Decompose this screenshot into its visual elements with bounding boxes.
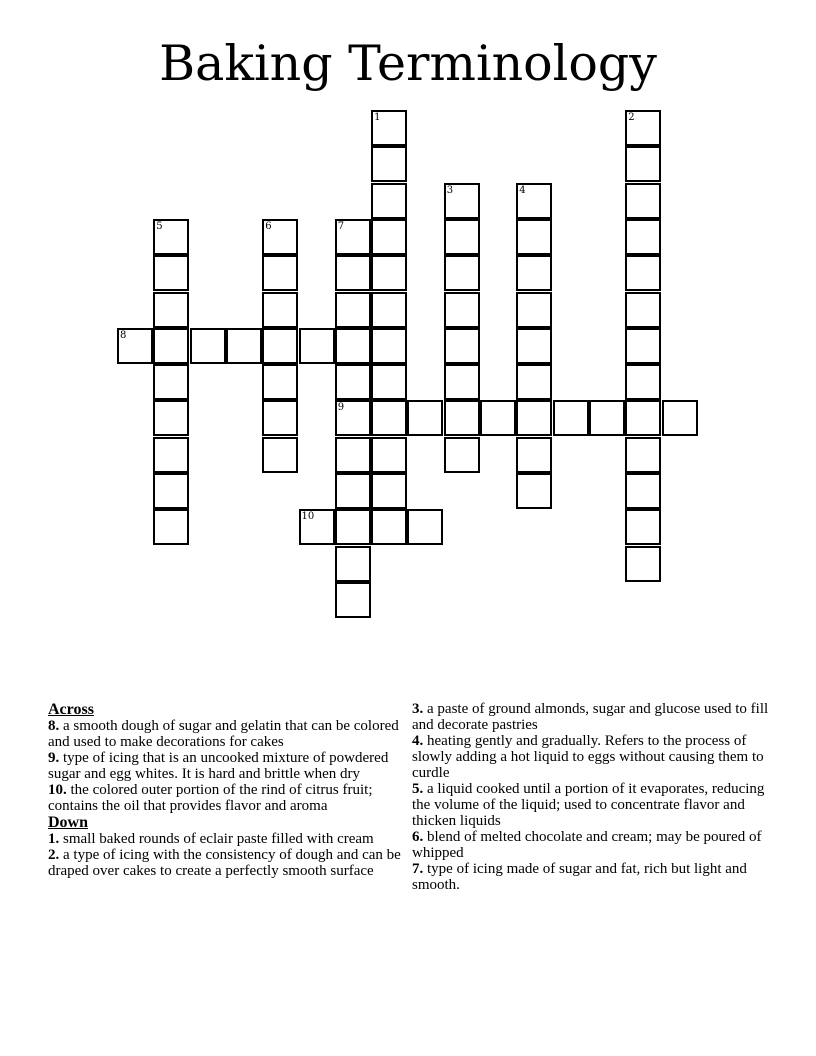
- grid-cell[interactable]: [625, 255, 661, 291]
- grid-cell[interactable]: [371, 364, 407, 400]
- grid-cell[interactable]: [371, 473, 407, 509]
- cell-number: 3: [446, 184, 454, 196]
- grid-cell[interactable]: [153, 292, 189, 328]
- clue: [412, 733, 776, 781]
- grid-cell[interactable]: [335, 255, 371, 291]
- clue-text: heating gently and gradually. Refers to the process of slowly adding a hot liquid to eggs without causing them to curdle: [412, 733, 764, 781]
- clue: [48, 750, 404, 782]
- grid-cell[interactable]: [262, 219, 298, 255]
- grid-cell[interactable]: [444, 328, 480, 364]
- cell-number: 9: [337, 402, 345, 414]
- grid-cell[interactable]: [516, 292, 552, 328]
- grid-cell[interactable]: [371, 219, 407, 255]
- cell-number: 4: [519, 184, 526, 196]
- grid-cell[interactable]: [553, 400, 589, 436]
- grid-cell[interactable]: [589, 400, 625, 436]
- grid-cell[interactable]: [371, 255, 407, 291]
- grid-cell[interactable]: [516, 219, 552, 255]
- grid-cell[interactable]: [625, 219, 661, 255]
- clue-number: 10.: [48, 782, 67, 798]
- grid-cell[interactable]: [262, 255, 298, 291]
- grid-cell[interactable]: [625, 292, 661, 328]
- clue-text: blend of melted chocolate and cream; may be poured of whipped: [412, 829, 762, 861]
- grid-cell[interactable]: [371, 437, 407, 473]
- grid-cell[interactable]: [516, 183, 552, 219]
- grid-cell[interactable]: [625, 473, 661, 509]
- clue-text: a smooth dough of sugar and gelatin that can be colored and used to make decorations for cakes: [48, 718, 399, 750]
- puzzle-title: Baking Terminology: [159, 35, 657, 92]
- cell-number: 1: [374, 112, 381, 123]
- clue: [412, 861, 776, 893]
- grid-cell[interactable]: [407, 509, 443, 545]
- grid-cell[interactable]: [153, 328, 189, 364]
- grid-cell[interactable]: [516, 328, 552, 364]
- clue: [48, 847, 404, 879]
- grid-cell[interactable]: [371, 146, 407, 182]
- grid-cell[interactable]: [335, 437, 371, 473]
- clue-text: a paste of ground almonds, sugar and glucose used to fill and decorate pastries: [412, 701, 769, 733]
- grid-cell[interactable]: [262, 364, 298, 400]
- clue-text: type of icing that is an uncooked mixture of powdered sugar and egg whites. It is hard and brittle when dry: [48, 750, 389, 782]
- grid-cell[interactable]: [335, 473, 371, 509]
- grid-cell[interactable]: [335, 509, 371, 545]
- grid-cell[interactable]: [516, 473, 552, 509]
- grid-cell[interactable]: [371, 292, 407, 328]
- clue: [48, 831, 404, 847]
- grid-cell[interactable]: [625, 400, 661, 436]
- grid-cell[interactable]: [153, 255, 189, 291]
- grid-cell[interactable]: [262, 400, 298, 436]
- clue-text: type of icing made of sugar and fat, rich but light and smooth.: [412, 861, 747, 893]
- clue-number: 7.: [412, 861, 424, 877]
- clue: [412, 701, 776, 733]
- clue-number: 2.: [48, 847, 60, 863]
- grid-cell[interactable]: [662, 400, 698, 436]
- clue-number: 9.: [48, 750, 60, 766]
- grid-cell[interactable]: [444, 364, 480, 400]
- clue: [48, 782, 404, 814]
- grid-cell[interactable]: [153, 400, 189, 436]
- grid-cell[interactable]: [444, 255, 480, 291]
- cell-number: 5: [156, 220, 163, 232]
- grid-cell[interactable]: [625, 364, 661, 400]
- grid-cell[interactable]: [299, 509, 335, 545]
- grid-cell[interactable]: [625, 183, 661, 219]
- grid-cell[interactable]: [117, 328, 153, 364]
- grid-cell[interactable]: [516, 255, 552, 291]
- grid-cell[interactable]: [444, 219, 480, 255]
- grid-cell[interactable]: [335, 364, 371, 400]
- clue: [48, 718, 404, 750]
- grid-cell[interactable]: [444, 400, 480, 436]
- clues-right-column: [412, 701, 776, 893]
- cell-number: 6: [265, 220, 272, 232]
- clue-text: the colored outer portion of the rind of citrus fruit; contains the oil that provides flavor and aroma: [48, 782, 373, 814]
- grid-cell[interactable]: [625, 110, 661, 146]
- grid-cell[interactable]: [262, 328, 298, 364]
- grid-cell[interactable]: [335, 292, 371, 328]
- grid-cell[interactable]: [262, 292, 298, 328]
- grid-cell[interactable]: [153, 509, 189, 545]
- grid-cell[interactable]: [625, 328, 661, 364]
- grid-cell[interactable]: [371, 509, 407, 545]
- grid-cell[interactable]: [625, 437, 661, 473]
- grid-cell[interactable]: [153, 473, 189, 509]
- clue-number: 1.: [48, 831, 60, 847]
- grid-cell[interactable]: [625, 546, 661, 582]
- grid-cell[interactable]: [371, 183, 407, 219]
- cell-number: 2: [628, 112, 635, 123]
- clue-number: 5.: [412, 781, 424, 797]
- clue: [412, 829, 776, 861]
- grid-cell[interactable]: [335, 328, 371, 364]
- clues-left-column: [48, 701, 404, 879]
- grid-cell[interactable]: [153, 364, 189, 400]
- clue-text: a type of icing with the consistency of dough and can be draped over cakes to create a perfectly smooth surface: [48, 847, 401, 879]
- grid-cell[interactable]: [335, 582, 371, 618]
- grid-cell[interactable]: [444, 437, 480, 473]
- grid-cell[interactable]: [444, 292, 480, 328]
- grid-cell[interactable]: [480, 400, 516, 436]
- grid-cell[interactable]: [625, 146, 661, 182]
- across-heading: Across: [48, 701, 94, 718]
- grid-cell[interactable]: [335, 219, 371, 255]
- grid-cell[interactable]: [444, 183, 480, 219]
- grid-cell[interactable]: [262, 437, 298, 473]
- cell-number: 8: [120, 329, 127, 341]
- grid-cell[interactable]: [371, 328, 407, 364]
- grid-cell[interactable]: [153, 437, 189, 473]
- grid-cell[interactable]: [153, 219, 189, 255]
- grid-cell[interactable]: [371, 110, 407, 146]
- grid-cell[interactable]: [335, 400, 371, 436]
- cell-number: 7: [337, 220, 345, 232]
- clue-text: a liquid cooked until a portion of it evaporates, reducing the volume of the liquid; used to concentrate flavor and thicken liquids: [412, 781, 765, 829]
- grid-cell[interactable]: [625, 509, 661, 545]
- grid-cell[interactable]: [516, 400, 552, 436]
- clue-text: small baked rounds of eclair paste filled with cream: [59, 831, 374, 847]
- grid-cell[interactable]: [516, 437, 552, 473]
- clue: [412, 781, 776, 829]
- grid-cell[interactable]: [190, 328, 226, 364]
- cell-number: 10: [301, 511, 315, 523]
- down-heading: Down: [48, 814, 89, 831]
- grid-cell[interactable]: [371, 400, 407, 436]
- grid-cell[interactable]: [299, 328, 335, 364]
- grid-cell[interactable]: [335, 546, 371, 582]
- clue-number: 4.: [412, 733, 424, 749]
- grid-cell[interactable]: [226, 328, 262, 364]
- clue-number: 6.: [412, 829, 424, 845]
- clue-number: 3.: [412, 701, 424, 717]
- clue-number: 8.: [48, 718, 60, 734]
- grid-cell[interactable]: [407, 400, 443, 436]
- grid-cell[interactable]: [516, 364, 552, 400]
